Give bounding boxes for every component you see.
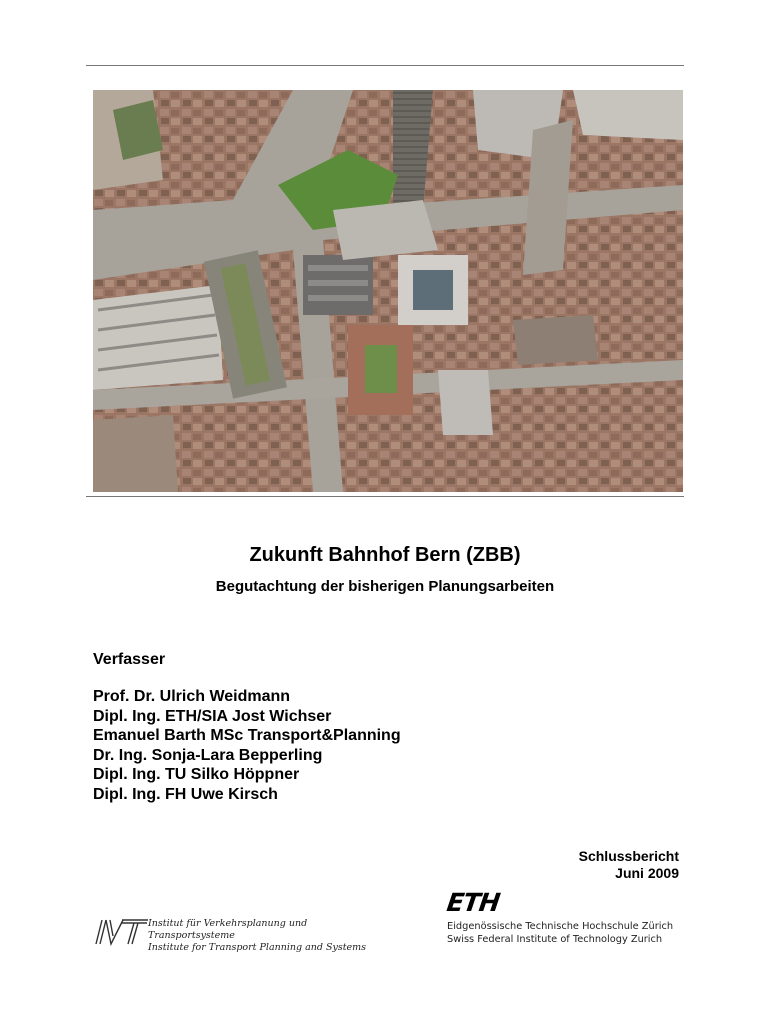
eth-line-de: Eidgenössische Technische Hochschule Zürich bbox=[447, 921, 674, 932]
page-title: Zukunft Bahnhof Bern (ZBB) bbox=[249, 544, 521, 566]
report-info bbox=[579, 848, 679, 882]
eth-line-en: Swiss Federal Institute of Technology Zurich bbox=[447, 934, 663, 945]
eth-mark-icon: ETH bbox=[445, 888, 502, 917]
aerial-photo bbox=[93, 90, 683, 492]
report-type: Schlussbericht bbox=[578, 848, 679, 864]
authors-list bbox=[93, 687, 401, 805]
eth-logo bbox=[447, 890, 687, 950]
authors-heading: Verfasser bbox=[93, 651, 166, 668]
author-name: Dipl. Ing. FH Uwe Kirsch bbox=[93, 785, 278, 803]
report-date: Juni 2009 bbox=[615, 865, 679, 881]
ivt-line-en: Institute for Transport Planning and Systems bbox=[148, 942, 367, 953]
author-name: Emanuel Barth MSc Transport&Planning bbox=[93, 727, 401, 745]
author-name: Dipl. Ing. TU Silko Höppner bbox=[93, 766, 300, 784]
top-rule bbox=[86, 65, 684, 66]
bottom-rule bbox=[86, 496, 684, 497]
ivt-logo bbox=[92, 908, 392, 953]
page-subtitle: Begutachtung der bisherigen Planungsarbeiten bbox=[215, 578, 555, 595]
author-name: Dr. Ing. Sonja-Lara Bepperling bbox=[93, 746, 323, 764]
author-name: Prof. Dr. Ulrich Weidmann bbox=[93, 688, 291, 705]
ivt-mark-icon bbox=[92, 914, 148, 948]
author-name: Dipl. Ing. ETH/SIA Jost Wichser bbox=[93, 707, 332, 725]
ivt-line-de: Institut für Verkehrsplanung und Transportsysteme bbox=[148, 918, 308, 941]
